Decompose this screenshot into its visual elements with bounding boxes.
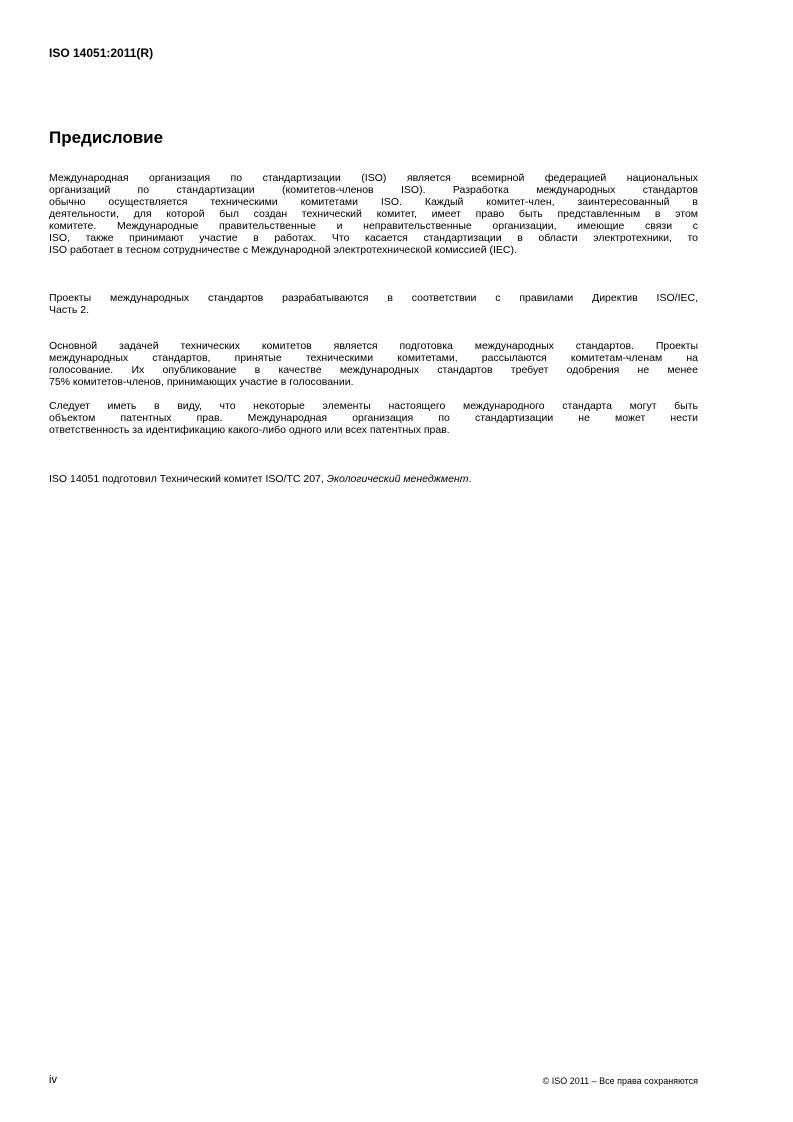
paragraph-committee-task <box>49 340 698 388</box>
prepared-by-text: ISO 14051 подготовил Технический комитет ISO/TC 207, <box>49 473 327 485</box>
paragraph-line: комитете. Международные правительственные и неправительственные организации, имеющие связи с <box>49 220 698 232</box>
paragraph-line: международных стандартов, принятые техническими комитетами, рассылаются комитетам-членам на <box>49 352 698 364</box>
paragraph-directives <box>49 292 698 316</box>
paragraph-line: Проекты международных стандартов разрабатываются в соответствии с правилами Директив ISO/IEC, <box>49 292 698 304</box>
paragraph-patent-rights <box>49 400 698 436</box>
paragraph-line: Международная организация по стандартизации (ISO) является всемирной федерацией национальных <box>49 172 698 184</box>
paragraph-line: организаций по стандартизации (комитетов-членов ISO). Разработка международных стандартов <box>49 184 698 196</box>
page-number: iv <box>49 1074 57 1086</box>
section-title: Предисловие <box>49 128 164 147</box>
paragraph-prepared-by <box>49 473 698 485</box>
paragraph-line: обычно осуществляется техническими комитетами ISO. Каждый комитет-член, заинтересованный в <box>49 196 698 208</box>
paragraph-line: Часть 2. <box>49 304 90 316</box>
paragraph-line: деятельности, для которой был создан технический комитет, имеет право быть представленным в этом <box>49 208 698 220</box>
committee-subject: Экологический менеджмент <box>326 473 469 485</box>
paragraph-line: Следует иметь в виду, что некоторые элементы настоящего международного стандарта могут быть <box>49 400 698 412</box>
paragraph-line: ISO работает в тесном сотрудничестве с Международной электротехнической комиссией (IEC). <box>49 244 517 256</box>
paragraph-line: объектом патентных прав. Международная организация по стандартизации не может нести <box>49 412 698 424</box>
paragraph-line: 75% комитетов-членов, принимающих участие в голосовании. <box>49 376 354 388</box>
document-id: ISO 14051:2011(R) <box>49 46 154 60</box>
paragraph-line: голосование. Их опубликование в качестве международных стандартов требует одобрения не менее <box>49 364 698 376</box>
paragraph-line: Основной задачей технических комитетов является подготовка международных стандартов. Проекты <box>49 340 698 352</box>
paragraph-iso-description <box>49 172 698 256</box>
prepared-by-end: . <box>468 473 472 485</box>
copyright-notice: © ISO 2011 – Все права сохраняются <box>542 1076 698 1086</box>
paragraph-line: ISO, также принимают участие в работах. Что касается стандартизации в области электротехники, то <box>49 232 698 244</box>
paragraph-line: ответственность за идентификацию какого-либо одного или всех патентных прав. <box>49 424 450 436</box>
